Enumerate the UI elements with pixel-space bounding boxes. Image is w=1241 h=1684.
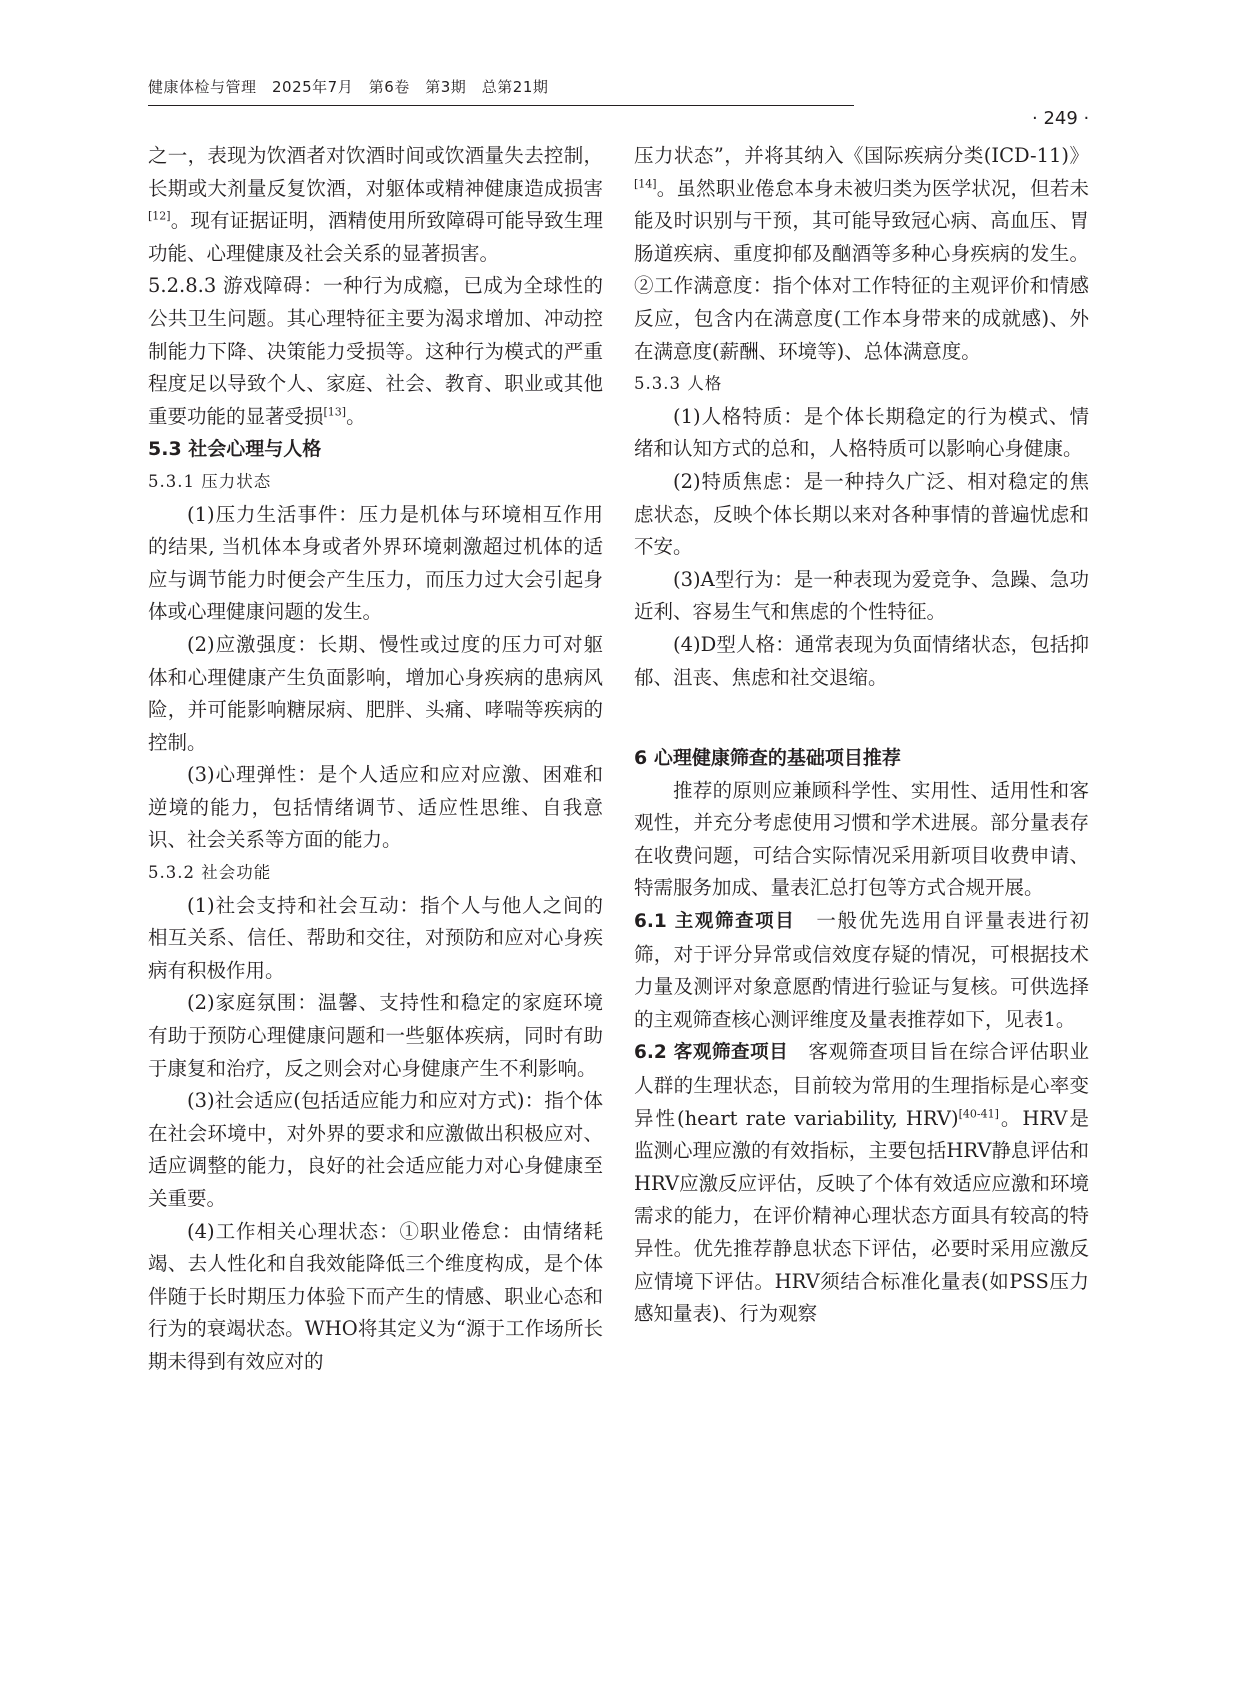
text: 之一，表现为饮酒者对饮酒时间或饮酒量失去控制，长期或大剂量反复饮酒，对躯体或精神健康造成损害 [148,144,603,200]
citation: [12] [148,209,171,223]
paragraph [634,1036,1089,1330]
text: 客观筛查项目旨在综合评估职业人群的生理状态，目前较为常用的生理指标是心率变异性(heart rate variability, HRV) [634,1040,1089,1130]
inline-heading: 6.1 主观筛查项目 [634,911,796,933]
paragraph: (3)社会适应(包括适应能力和应对方式)：指个体在社会环境中，对外界的要求和应激做出积极应对、适应调整的能力，良好的社会适应能力对心身健康至关重要。 [148,1089,603,1210]
text: 5.2.8.3 游戏障碍：一种行为成瘾，已成为全球性的公共卫生问题。其心理特征主要为渴求增加、冲动控制能力下降、决策能力受损等。这种行为模式的严重程度足以导致个人、家庭、社会、教育、职业或其他重要功能的显著受损 [148,274,603,428]
page-number: · 249 · [1032,108,1090,129]
paragraph [148,270,603,433]
citation: [14] [634,177,657,191]
spacer [634,694,1089,742]
paragraph: (1)人格特质：是个体长期稳定的行为模式、情绪和认知方式的总和，人格特质可以影响心身健康。 [634,404,1089,461]
paragraph [634,905,1089,1036]
text: 。HRV是监测心理应激的有效指标，主要包括HRV静息评估和HRV应激反应评估，反映了个体有效适应应激和环境需求的能力，在评价精神心理状态方面具有较高的特异性。优先推荐静息状态下评估，必要时采用应激反应情境下评估。HRV须结合标准化量表(如PSS压力感知量表)、行为观察 [634,1106,1089,1326]
paragraph: (3)心理弹性：是个人适应和应对应激、困难和逆境的能力，包括情绪调节、适应性思维、自我意识、社会关系等方面的能力。 [148,763,603,852]
paragraph: (3)A型行为：是一种表现为爱竞争、急躁、急功近利、容易生气和焦虑的个性特征。 [634,567,1089,624]
text: 。现有证据证明，酒精使用所致障碍可能导致生理功能、心理健康及社会关系的显著损害。 [148,209,603,265]
paragraph: (1)压力生活事件：压力是机体与环境相互作用的结果, 当机体本身或者外界环境刺激超过机体的适应与调节能力时便会产生压力，而压力过大会引起身体或心理健康问题的发生。 [148,502,603,624]
subsection-heading: 5.3.1 压力状态 [148,471,272,491]
inline-heading: 6.2 客观筛查项目 [634,1042,789,1064]
paragraph: (1)社会支持和社会互动：指个人与他人之间的相互关系、信任、帮助和交往，对预防和应对心身疾病有积极作用。 [148,893,603,982]
paragraph: (2)家庭氛围：温馨、支持性和稳定的家庭环境有助于预防心理健康问题和一些躯体疾病，同时有助于康复和治疗，反之则会对心身健康产生不利影响。 [148,991,603,1080]
chapter-heading: 6 心理健康筛查的基础项目推荐 [634,747,901,770]
paragraph: (4)工作相关心理状态：①职业倦怠：由情绪耗竭、去人性化和自我效能降低三个维度构成，是个体伴随于长时期压力体验下而产生的情感、职业心态和行为的衰竭状态。WHO将其定义为“源于工作场所长期未得到有效应对的 [148,1219,603,1373]
left-column [148,140,603,1379]
text: 一般优先选用自评量表进行初筛，对于评分异常或信效度存疑的情况，可根据技术力量及测评对象意愿酌情进行验证与复核。可供选择的主观筛查核心测评维度及量表推荐如下，见表1。 [634,909,1089,1031]
header-rule [148,105,854,106]
citation: [13] [323,405,347,419]
subsection-heading: 5.3.2 社会功能 [148,863,272,883]
running-head: 健康体检与管理 2025年7月 第6卷 第3期 总第21期 [148,78,549,96]
paragraph [634,140,1089,368]
text: 。虽然职业倦怠本身未被归类为医学状况，但若未能及时识别与干预，其可能导致冠心病、高血压、胃肠道疾病、重度抑郁及酗酒等多种心身疾病的发生。②工作满意度：指个体对工作特征的主观评价和情感反应，包含内在满意度(工作本身带来的成就感)、外在满意度(薪酬、环境等)、总体满意度。 [634,176,1089,363]
paragraph: 推荐的原则应兼顾科学性、实用性、适用性和客观性，并充分考虑使用习惯和学术进展。部分量表存在收费问题，可结合实际情况采用新项目收费申请、特需服务加成、量表汇总打包等方式合规开展。 [634,778,1089,900]
text: 。 [346,404,366,428]
right-column [634,140,1089,1331]
text: 压力状态”，并将其纳入《国际疾病分类(ICD-11)》 [634,144,1089,167]
subsection-heading: 5.3.3 人格 [634,374,723,394]
section-heading: 5.3 社会心理与人格 [148,438,322,461]
paragraph [148,140,603,270]
paragraph: (2)特质焦虑：是一种持久广泛、相对稳定的焦虑状态，反映个体长期以来对各种事情的普遍忧虑和不安。 [634,469,1089,559]
paragraph: (2)应激强度：长期、慢性或过度的压力可对躯体和心理健康产生负面影响，增加心身疾病的患病风险，并可能影响糖尿病、肥胖、头痛、哮喘等疾病的控制。 [148,632,603,754]
citation: [40-41] [958,1107,999,1121]
paragraph: (4)D型人格：通常表现为负面情绪状态，包括抑郁、沮丧、焦虑和社交退缩。 [634,632,1089,689]
